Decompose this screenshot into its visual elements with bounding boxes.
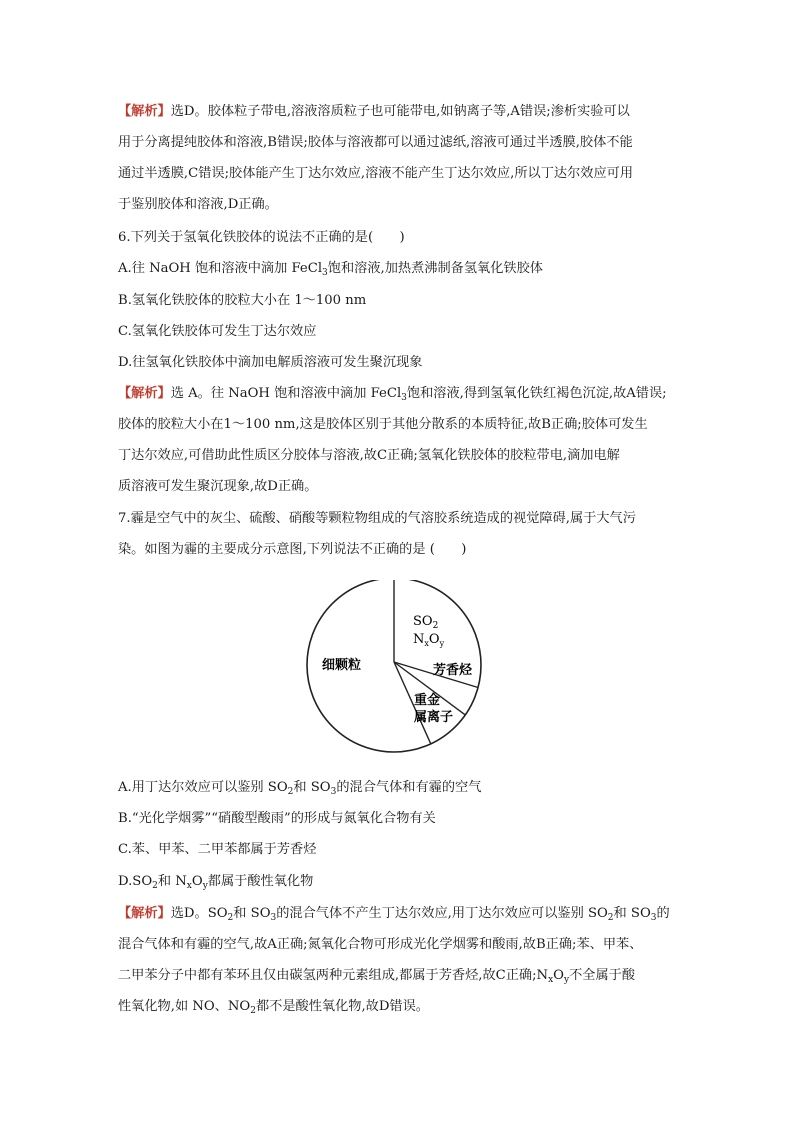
analysis-5-line-2: 用于分离提纯胶体和溶液,B错误;胶体与溶液都可以通过滤纸,溶液可通过半透膜,胶体不能 xyxy=(118,135,633,150)
question-7-option-b: B.“光化学烟雾”“硝酸型酸雨”的形成与氮氧化合物有关 xyxy=(118,811,436,826)
analysis-7-line-2: 混合气体和有霾的空气,故A正确;氮氧化合物可形成光化学烟雾和酸雨,故B正确;苯、甲苯、 xyxy=(118,937,643,952)
question-7-option-a: A.用丁达尔效应可以鉴别 $SO_2$和 $SO_3$的混合气体和有霾的空气 xyxy=(118,780,482,797)
analysis-6-line-2: 胶体的胶粒大小在1～100 nm,这是胶体区别于其他分散系的本质特征,故B正确;胶体可发生 xyxy=(118,417,648,432)
question-6-option-a: A.往 NaOH 饱和溶液中滴加 FeCl$_3$饱和溶液,加热煮沸制备氢氧化铁胶体 xyxy=(118,261,543,278)
question-7-stem-1: 7.霾是空气中的灰尘、硫酸、硝酸等颗粒物组成的气溶胶系统造成的视觉障碍,属于大气污 xyxy=(118,511,636,526)
pie-label-metal-1: 重金 xyxy=(414,693,441,708)
analysis-7-line-3: 二甲苯分子中都有苯环且仅由碳氢两种元素组成,都属于芳香烃,故C正确$;N_xO_y$不全属于酸 xyxy=(118,968,636,985)
question-6-option-c: C.氢氧化铁胶体可发生丁达尔效应 xyxy=(118,324,317,339)
analysis-6-line-4: 质溶液可发生聚沉现象,故D正确。 xyxy=(118,479,318,494)
analysis-7-line-4: 性氧化物,如 NO、$NO_2$都不是酸性氧化物,故D错误。 xyxy=(118,999,429,1016)
pie-label-nxoy: $N_xO_y$ xyxy=(413,632,445,648)
haze-composition-pie-chart xyxy=(300,580,500,760)
analysis-7-line-1: 【解析】选D。$SO_2$和 $SO_3$的混合气体不产生丁达尔效应,用丁达尔效应可以鉴别 $SO_2$和 $SO_3$的 xyxy=(118,906,670,923)
analysis-6-line-1: 【解析】选 A。往 NaOH 饱和溶液中滴加 FeCl$_3$饱和溶液,得到氢氧化铁红褐色沉淀,故A错误; xyxy=(118,386,667,403)
question-7-option-d: $D.SO_2$和 $N_xO_y$都属于酸性氧化物 xyxy=(118,874,314,891)
analysis-5-line-3: 通过半透膜,C错误;胶体能产生丁达尔效应,溶液不能产生丁达尔效应,所以丁达尔效应可用 xyxy=(118,166,634,181)
question-6-option-d: D.往氢氧化铁胶体中滴加电解质溶液可发生聚沉现象 xyxy=(118,355,423,370)
pie-label-so2: $SO_2$ xyxy=(413,614,439,631)
analysis-6-line-3: 丁达尔效应,可借助此性质区分胶体与溶液,故C正确;氢氧化铁胶体的胶粒带电,滴加电解 xyxy=(118,448,620,463)
question-7-stem-2: 染。如图为霾的主要成分示意图,下列说法不正确的是 ( ) xyxy=(118,542,467,557)
analysis-tag: 【解析】 xyxy=(118,104,171,119)
pie-label-aromatic: 芳香烃 xyxy=(433,663,473,678)
question-7-option-c: C.苯、甲苯、二甲苯都属于芳香烃 xyxy=(118,842,317,857)
analysis-tag: 【解析】 xyxy=(118,906,171,921)
pie-label-fine-particles: 细颗粒 xyxy=(322,658,362,673)
question-6-stem: 6.下列关于氢氧化铁胶体的说法不正确的是( ) xyxy=(118,230,405,245)
pie-label-metal-2: 属离子 xyxy=(414,710,454,725)
question-6-option-b: B.氢氧化铁胶体的胶粒大小在 1～100 nm xyxy=(118,293,367,308)
analysis-5-line-4: 于鉴别胶体和溶液,D正确。 xyxy=(118,197,278,212)
analysis-5-line-1: 【解析】选D。胶体粒子带电,溶液溶质粒子也可能带电,如钠离子等,A错误;渗析实验可以 xyxy=(118,104,630,119)
analysis-tag: 【解析】 xyxy=(118,386,171,401)
